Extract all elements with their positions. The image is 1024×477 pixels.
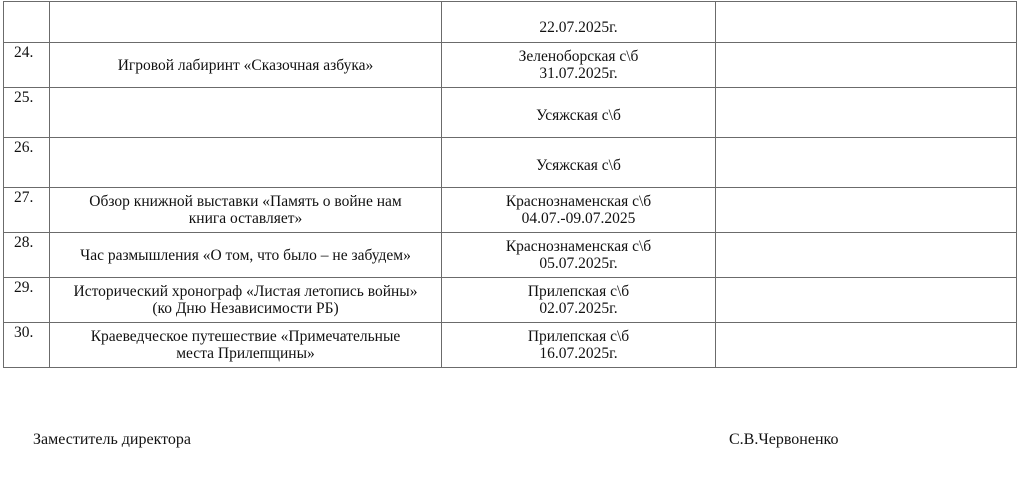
place-date-cell — [442, 278, 716, 323]
responsible-cell — [716, 233, 1017, 278]
event-text: книга оставляет» — [188, 210, 303, 227]
place-date-text: 22.07.2025г. — [539, 19, 618, 36]
event-cell — [50, 188, 442, 233]
place-date-text: Краснознаменская с\б — [505, 193, 652, 210]
event-text: Игровой лабиринт «Сказочная азбука» — [117, 56, 374, 74]
event-text: места Прилепщины» — [176, 345, 315, 362]
place-date-text: Прилепская с\б — [527, 283, 630, 300]
row-number-cell: 28. — [4, 233, 50, 278]
place-date-cell — [442, 323, 716, 368]
event-cell — [50, 43, 442, 88]
row-number-cell: 30. — [4, 323, 50, 368]
events-table — [3, 1, 1017, 368]
table-row — [4, 88, 1017, 138]
event-text: Исторический хронограф «Листая летопись войны» — [73, 283, 418, 300]
responsible-cell — [716, 323, 1017, 368]
table-row — [4, 188, 1017, 233]
place-date-cell — [442, 188, 716, 233]
place-date-cell — [442, 233, 716, 278]
place-date-text: 02.07.2025г. — [539, 300, 618, 317]
row-number-cell: 27. — [4, 188, 50, 233]
event-text: Обзор книжной выставки «Память о войне нам — [89, 193, 402, 210]
responsible-cell — [716, 2, 1017, 43]
event-text: (ко Дню Независимости РБ) — [152, 300, 339, 317]
place-date-cell — [442, 138, 716, 188]
table-row — [4, 233, 1017, 278]
place-date-text: 04.07.-09.07.2025 — [521, 210, 636, 227]
event-cell — [50, 138, 442, 188]
event-cell — [50, 2, 442, 43]
place-date-text: Зеленоборская с\б — [518, 48, 639, 65]
place-date-text: 05.07.2025г. — [539, 255, 618, 272]
row-number-cell: 29. — [4, 278, 50, 323]
responsible-cell — [716, 88, 1017, 138]
place-date-text: Краснознаменская с\б — [505, 238, 652, 255]
place-date-text: 31.07.2025г. — [539, 65, 618, 82]
place-date-text: 16.07.2025г. — [539, 345, 618, 362]
row-number-cell: 25. — [4, 88, 50, 138]
event-cell — [50, 88, 442, 138]
event-cell — [50, 278, 442, 323]
place-date-text: Усяжская с\б — [536, 157, 621, 174]
signature-name: С.В.Червоненко — [729, 431, 839, 448]
row-number-cell — [4, 2, 50, 43]
place-date-text: Усяжская с\б — [536, 107, 621, 124]
event-cell — [50, 323, 442, 368]
place-date-cell — [442, 2, 716, 43]
place-date-cell — [442, 88, 716, 138]
table-row — [4, 278, 1017, 323]
row-number-cell: 24. — [4, 43, 50, 88]
responsible-cell — [716, 188, 1017, 233]
row-number-cell: 26. — [4, 138, 50, 188]
signature-position: Заместитель директора — [33, 431, 192, 448]
event-cell — [50, 233, 442, 278]
table-row — [4, 2, 1017, 43]
place-date-cell — [442, 43, 716, 88]
table-row — [4, 323, 1017, 368]
responsible-cell — [716, 278, 1017, 323]
events-table-body — [4, 2, 1017, 368]
table-row — [4, 138, 1017, 188]
table-row — [4, 43, 1017, 88]
place-date-text: Прилепская с\б — [527, 328, 630, 345]
responsible-cell — [716, 138, 1017, 188]
event-text: Час размышления «О том, что было – не забудем» — [80, 246, 411, 264]
responsible-cell — [716, 43, 1017, 88]
event-text: Краеведческое путешествие «Примечательные — [90, 328, 401, 345]
